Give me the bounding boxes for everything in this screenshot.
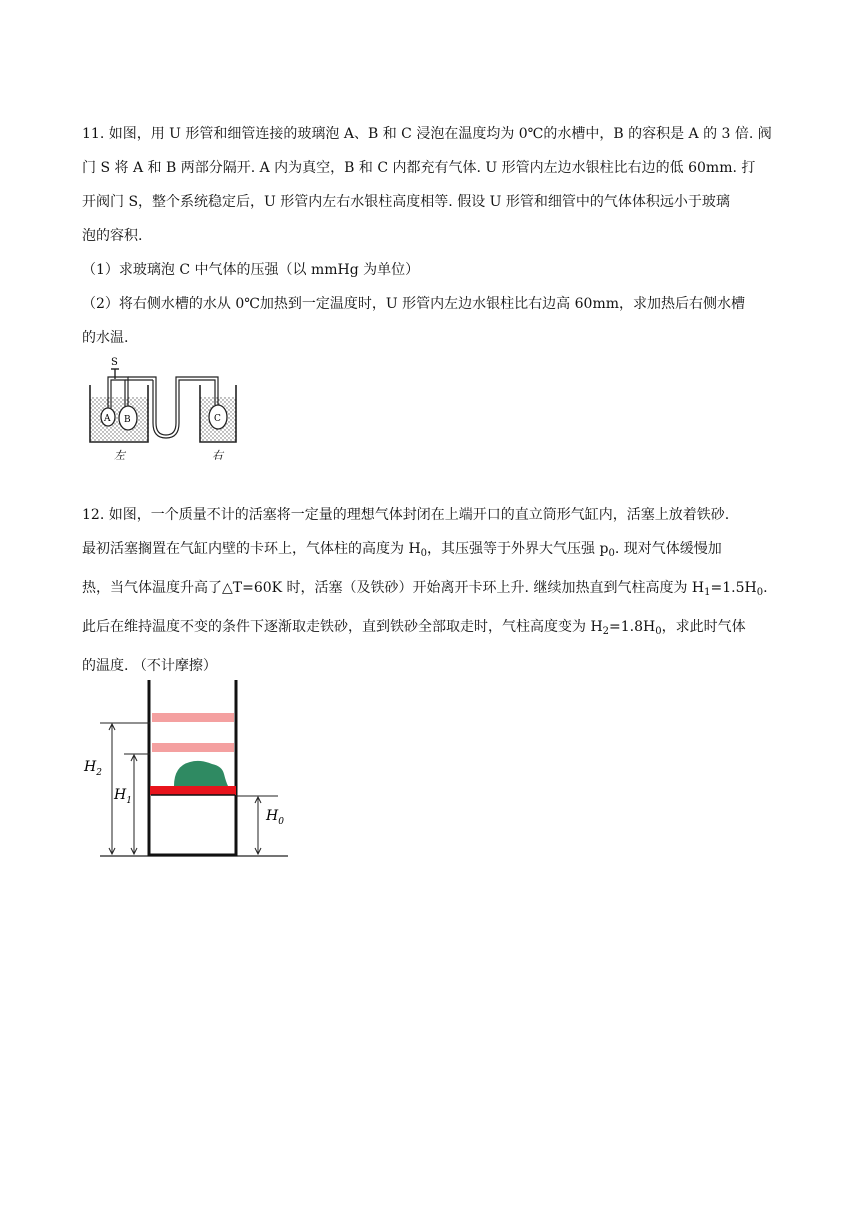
question-12-text bbox=[82, 498, 782, 683]
q12-line-1: 12. 如图，一个质量不计的活塞将一定量的理想气体封闭在上端开口的直立筒形气缸内，活塞上放着铁砂. bbox=[82, 507, 730, 523]
q11-line-1: 11. 如图，用 U 形管和细管连接的玻璃泡 A、B 和 C 浸泡在温度均为 0℃的水槽中，B 的容积是 A 的 3 倍. 阀 bbox=[82, 126, 772, 142]
h1-position-band bbox=[152, 743, 234, 752]
question-11-parts bbox=[82, 253, 782, 355]
svg-text:H2: $H_2$ bbox=[84, 759, 102, 778]
label-h2: H bbox=[84, 759, 97, 775]
q11-line-3: 开阀门 S，整个系统稳定后，U 形管内左右水银柱高度相等. 假设 U 形管和细管中的气体体积远小于玻璃 bbox=[82, 194, 730, 210]
question-11-text bbox=[82, 117, 782, 253]
label-c: C bbox=[214, 414, 221, 424]
q12-line-2: 最初活塞搁置在气缸内壁的卡环上，气体柱的高度为 $H_0$，其压强等于外界大气压强 $p_0$. 现对气体缓慢加 bbox=[82, 541, 722, 559]
q11-line-4: 泡的容积. bbox=[82, 228, 143, 244]
label-s: S bbox=[111, 357, 118, 368]
q11-line-2: 门 S 将 A 和 B 两部分隔开. A 内为真空，B 和 C 内都充有气体. U 形管内左边水银柱比右边的低 60mm. 打 bbox=[82, 160, 756, 176]
svg-text:H1: $H_1$ bbox=[114, 787, 132, 806]
q11-part-2-line-2: 的水温. bbox=[82, 330, 129, 346]
h2-position-band bbox=[152, 713, 234, 722]
svg-text:H0: $H_0$ bbox=[266, 808, 284, 827]
label-a: A bbox=[104, 414, 111, 424]
q11-part-1: （1）求玻璃泡 C 中气体的压强（以 mmHg 为单位） bbox=[82, 262, 420, 278]
label-right: 右 bbox=[212, 449, 223, 462]
cylinder-piston-figure bbox=[78, 678, 290, 860]
label-b: B bbox=[124, 415, 131, 425]
q11-part-2-line-1: （2）将右侧水槽的水从 0℃加热到一定温度时，U 形管内左边水银柱比右边高 60mm，求加热后右侧水槽 bbox=[82, 296, 745, 312]
label-h1: H bbox=[114, 787, 127, 803]
label-left: 左 bbox=[114, 449, 125, 462]
h0-dimension bbox=[236, 796, 278, 854]
piston bbox=[150, 786, 236, 795]
q12-line-4: 此后在维持温度不变的条件下逐渐取走铁砂，直到铁砂全部取走时，气柱高度变为 $H_2=1.8H_0$，求此时气体 bbox=[82, 619, 746, 637]
q12-line-3: 热，当气体温度升高了△T=60K 时，活塞（及铁砂）开始离开卡环上升. 继续加热直到气柱高度为 $H_1=1.5H_0$. bbox=[82, 580, 768, 598]
iron-sand bbox=[174, 761, 228, 786]
u-tube-apparatus-figure bbox=[82, 355, 242, 465]
label-h0: H bbox=[266, 808, 279, 824]
q12-line-5: 的温度. （不计摩擦） bbox=[82, 658, 217, 674]
